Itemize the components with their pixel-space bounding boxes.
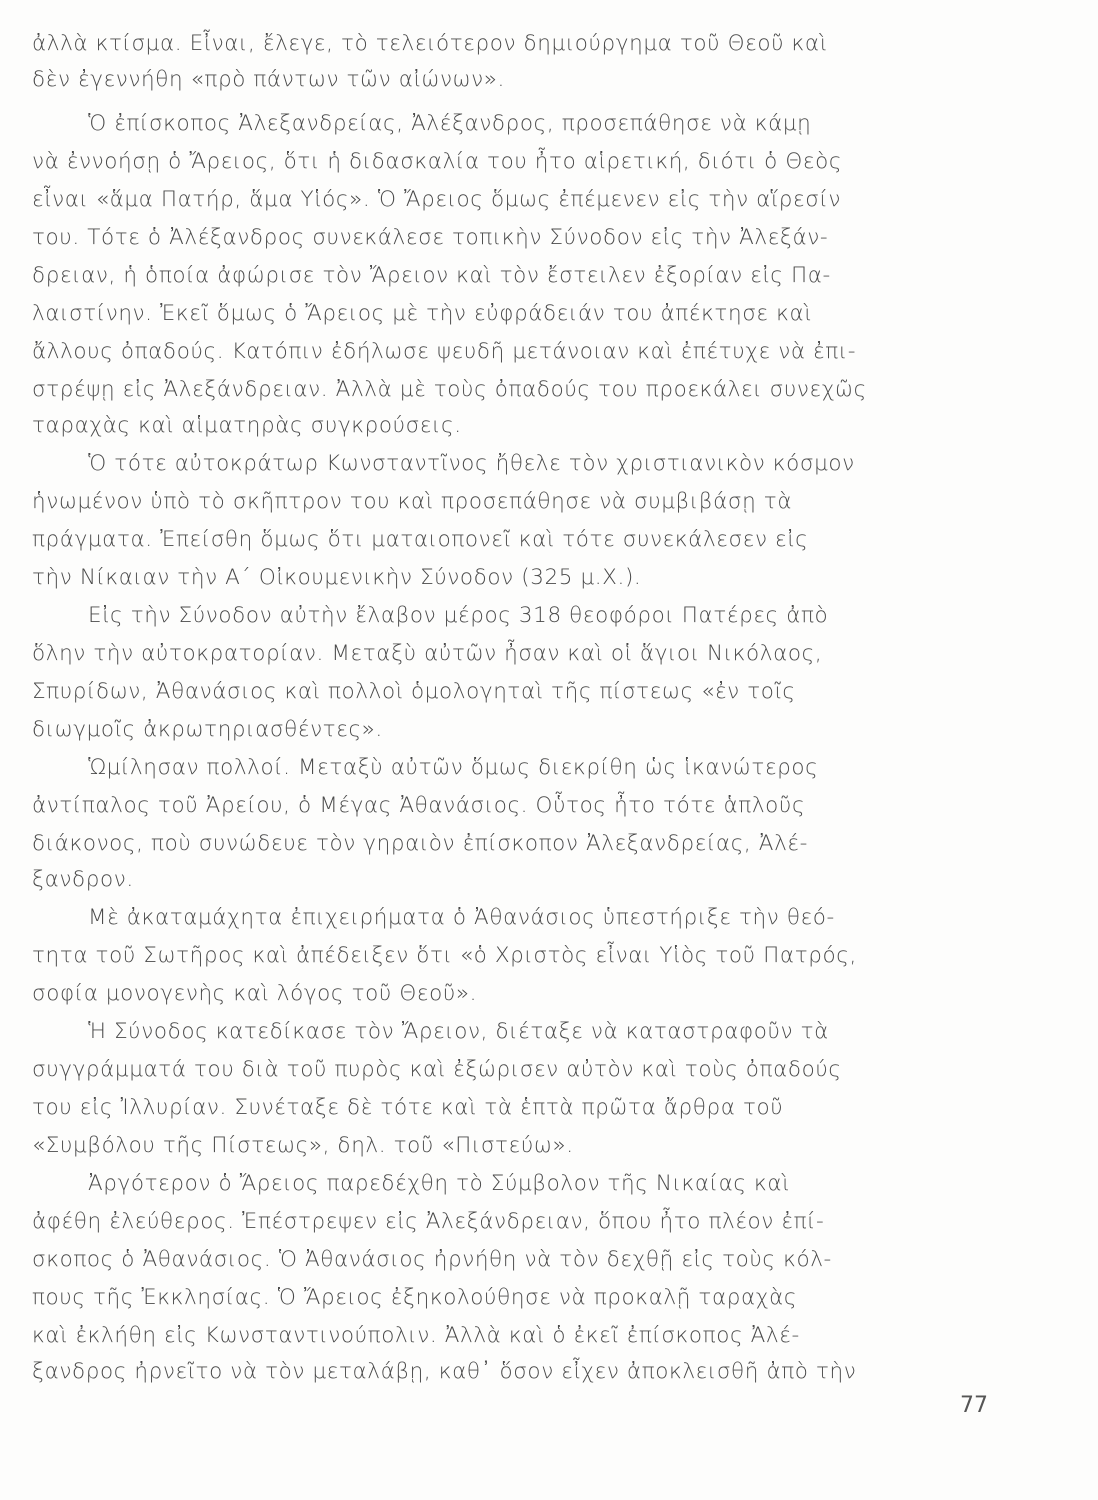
paragraph-start-line: Μὲ ἀκαταμάχητα ἐπιχειρήματα ὁ Ἀθανάσιος ὑπεστήριξε τὴν θεό- (88, 905, 835, 930)
text-line: σοφία μονογενὴς καὶ λόγος τοῦ Θεοῦ». (32, 981, 478, 1006)
page-number: 77 (960, 1393, 988, 1418)
text-line: συγγράμματά του διὰ τοῦ πυρὸς καὶ ἐξώρισεν αὐτὸν καὶ τοὺς ὀπαδούς (32, 1057, 842, 1082)
text-line: δὲν ἐγεννήθη «πρὸ πάντων τῶν αἰώνων». (32, 67, 505, 92)
text-line: λαιστίνην. Ἐκεῖ ὅμως ὁ Ἄρειος μὲ τὴν εὐφράδειάν του ἀπέκτησε καὶ (32, 301, 813, 326)
text-line: ἄλλους ὀπαδούς. Κατόπιν ἐδήλωσε ψευδῆ μετάνοιαν καὶ ἐπέτυχε νὰ ἐπι- (32, 339, 857, 364)
text-line: «Συμβόλου τῆς Πίστεως», δηλ. τοῦ «Πιστεύω». (32, 1133, 574, 1158)
paragraph-start-line: Ἀργότερον ὁ Ἄρειος παρεδέχθη τὸ Σύμβολον τῆς Νικαίας καὶ (88, 1171, 791, 1196)
text-line: Σπυρίδων, Ἀθανάσιος καὶ πολλοὶ ὁμολογηταὶ τῆς πίστεως «ἐν τοῖς (32, 679, 796, 704)
text-line: τὴν Νίκαιαν τὴν Α΄ Οἰκουμενικὴν Σύνοδον (325 μ.Χ.). (32, 565, 642, 590)
text-line: ἀφέθη ἐλεύθερος. Ἐπέστρεψεν εἰς Ἀλεξάνδρειαν, ὅπου ἦτο πλέον ἐπί- (32, 1209, 825, 1234)
text-line: πους τῆς Ἐκκλησίας. Ὁ Ἄρειος ἐξηκολούθησε νὰ προκαλῇ ταραχὰς (32, 1285, 798, 1310)
text-line: διάκονος, ποὺ συνώδευε τὸν γηραιὸν ἐπίσκοπον Ἀλεξανδρείας, Ἀλέ- (32, 831, 809, 856)
text-line: στρέψῃ εἰς Ἀλεξάνδρειαν. Ἀλλὰ μὲ τοὺς ὀπαδούς του προεκάλει συνεχῶς (32, 377, 867, 402)
paragraph-start-line: Ὁ τότε αὐτοκράτωρ Κωνσταντῖνος ἤθελε τὸν χριστιανικὸν κόσμον (88, 451, 855, 476)
paragraph-start-line: Ὡμίλησαν πολλοί. Μεταξὺ αὐτῶν ὅμως διεκρίθη ὡς ἱκανώτερος (88, 755, 819, 780)
paragraph-start-line: Ὁ ἐπίσκοπος Ἀλεξανδρείας, Ἀλέξανδρος, προσεπάθησε νὰ κάμῃ (88, 111, 812, 136)
text-line: ξανδρος ἠρνεῖτο νὰ τὸν μεταλάβῃ, καθ᾽ ὅσον εἶχεν ἀποκλεισθῆ ἀπὸ τὴν (32, 1359, 857, 1384)
text-line: εἶναι «ἅμα Πατήρ, ἅμα Υἱός». Ὁ Ἄρειος ὅμως ἐπέμενεν εἰς τὴν αἵρεσίν (32, 187, 842, 212)
text-line: διωγμοῖς ἀκρωτηριασθέντες». (32, 717, 383, 742)
text-line: τητα τοῦ Σωτῆρος καὶ ἀπέδειξεν ὅτι «ὁ Χριστὸς εἶναι Υἱὸς τοῦ Πατρός, (32, 943, 857, 968)
text-line: του εἰς Ἰλλυρίαν. Συνέταξε δὲ τότε καὶ τὰ ἑπτὰ πρῶτα ἄρθρα τοῦ (32, 1095, 784, 1120)
text-line: νὰ ἐννοήσῃ ὁ Ἄρειος, ὅτι ἡ διδασκαλία του ἦτο αἱρετική, διότι ὁ Θεὸς (32, 149, 843, 174)
text-line: ὅλην τὴν αὐτοκρατορίαν. Μεταξὺ αὐτῶν ἦσαν καὶ οἱ ἅγιοι Νικόλαος, (32, 641, 823, 666)
text-line: σκοπος ὁ Ἀθανάσιος. Ὁ Ἀθανάσιος ἠρνήθη νὰ τὸν δεχθῇ εἰς τοὺς κόλ- (32, 1247, 832, 1272)
paragraph-start-line: Εἰς τὴν Σύνοδον αὐτὴν ἔλαβον μέρος 318 θεοφόροι Πατέρες ἀπὸ (88, 603, 829, 628)
text-line: ἀλλὰ κτίσμα. Εἶναι, ἔλεγε, τὸ τελειότερον δημιούργημα τοῦ Θεοῦ καὶ (32, 31, 828, 56)
text-line: ἡνωμένον ὑπὸ τὸ σκῆπτρον του καὶ προσεπάθησε νὰ συμβιβάσῃ τὰ (32, 489, 793, 514)
text-line: δρειαν, ἡ ὁποία ἀφώρισε τὸν Ἄρειον καὶ τὸν ἔστειλεν ἐξορίαν εἰς Πα- (32, 263, 831, 288)
text-line: ἀντίπαλος τοῦ Ἀρείου, ὁ Μέγας Ἀθανάσιος. Οὗτος ἦτο τότε ἁπλοῦς (32, 793, 806, 818)
paragraph-start-line: Ἡ Σύνοδος κατεδίκασε τὸν Ἄρειον, διέταξε νὰ καταστραφοῦν τὰ (88, 1019, 829, 1044)
text-line: ξανδρον. (32, 867, 134, 892)
text-line: πράγματα. Ἐπείσθη ὅμως ὅτι ματαιοπονεῖ καὶ τότε συνεκάλεσεν εἰς (32, 527, 809, 552)
text-line: του. Τότε ὁ Ἀλέξανδρος συνεκάλεσε τοπικὴν Σύνοδον εἰς τὴν Ἀλεξάν- (32, 225, 829, 250)
text-line: καὶ ἐκλήθη εἰς Κωνσταντινούπολιν. Ἀλλὰ καὶ ὁ ἐκεῖ ἐπίσκοπος Ἀλέ- (32, 1323, 800, 1348)
text-line: ταραχὰς καὶ αἱματηρὰς συγκρούσεις. (32, 413, 462, 438)
